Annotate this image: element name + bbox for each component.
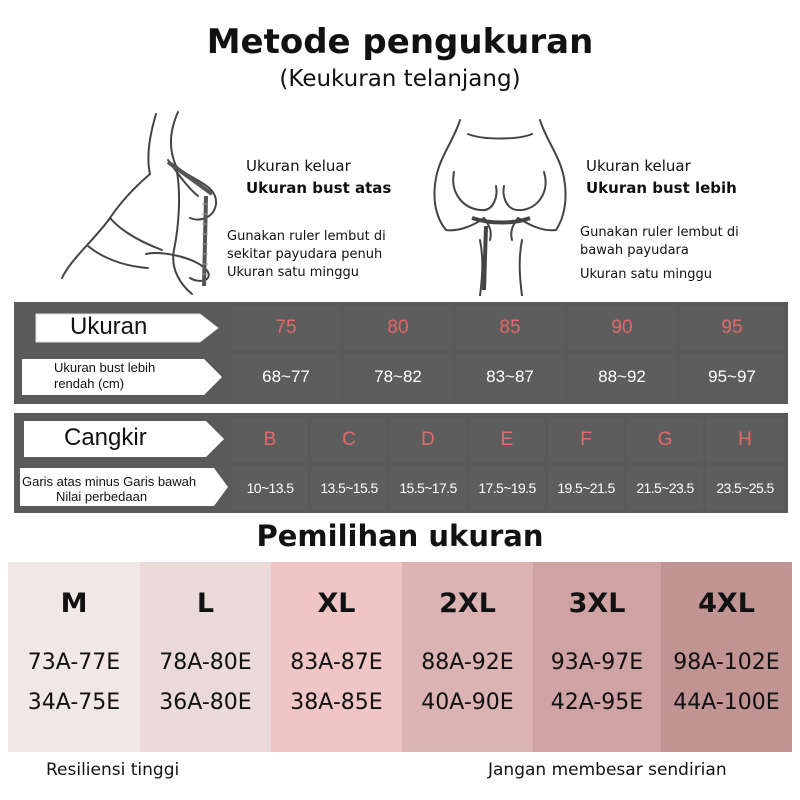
- underbust-range-cell: [568, 354, 676, 400]
- band-size-cell: [568, 306, 676, 350]
- size-name: 2XL: [439, 588, 496, 619]
- band-size-value: 75: [275, 317, 297, 338]
- size-column-4xl: [661, 562, 792, 752]
- underbust-range-value: 83~87: [486, 367, 534, 386]
- size-column-l: [140, 562, 271, 752]
- size-name: 3XL: [568, 588, 626, 619]
- cup-range-value: 10~13.5: [246, 480, 294, 496]
- cup-letter: E: [500, 429, 514, 450]
- cup-range-cell: [311, 466, 387, 510]
- band-size-cell: [680, 306, 784, 350]
- underbust-label-line2: rendah (cm): [54, 376, 125, 391]
- size-range-primary: 93A-97E: [550, 650, 644, 675]
- band-size-value: 85: [499, 317, 521, 338]
- cup-letter-cell: [627, 418, 703, 462]
- left-method-note2: sekitar payudara penuh: [227, 247, 383, 262]
- band-size-cell: [344, 306, 452, 350]
- right-method-line2: Ukuran bust lebih: [586, 179, 737, 197]
- size-column-3xl: [533, 562, 661, 752]
- right-method-note2: bawah payudara: [580, 243, 689, 258]
- band-size-value: 80: [387, 317, 409, 338]
- size-name: XL: [317, 588, 356, 619]
- size-range-primary: 78A-80E: [159, 650, 252, 675]
- band-row-label: Ukuran: [70, 313, 148, 340]
- cup-row-label: Cangkir: [64, 424, 147, 451]
- footer-left-note: Resiliensi tinggi: [46, 760, 180, 780]
- cup-letter: G: [657, 429, 673, 450]
- left-method-note3: Ukuran satu minggu: [227, 265, 360, 280]
- size-range-secondary: 40A-90E: [421, 690, 514, 715]
- cup-letter-cell: [311, 418, 387, 462]
- size-range-secondary: 34A-75E: [27, 690, 121, 715]
- underbust-range-value: 88~92: [598, 367, 646, 386]
- size-name: M: [60, 588, 88, 619]
- cup-letter: D: [421, 429, 435, 450]
- page-title: Metode pengukuran: [206, 22, 594, 62]
- cup-range-cell: [390, 466, 466, 510]
- difference-label-line1: Garis atas minus Garis bawah: [22, 474, 197, 489]
- cup-range-cell: [706, 466, 784, 510]
- size-range-secondary: 44A-100E: [673, 690, 780, 715]
- underbust-range-cell: [456, 354, 564, 400]
- cup-letter-cell: [548, 418, 624, 462]
- band-size-value: 95: [721, 317, 743, 338]
- size-column-2xl: [402, 562, 533, 752]
- size-range-secondary: 36A-80E: [159, 690, 252, 715]
- cup-range-cell: [548, 466, 624, 510]
- cup-range-value: 15.5~17.5: [399, 480, 457, 496]
- right-method-note1: Gunakan ruler lembut di: [580, 225, 739, 240]
- footer-right-note: Jangan membesar sendirian: [488, 760, 727, 780]
- cup-range-cell: [232, 466, 308, 510]
- size-range-primary: 88A-92E: [421, 650, 514, 675]
- underbust-range-cell: [680, 354, 784, 400]
- right-method-note3: Ukuran satu minggu: [580, 267, 713, 282]
- size-name: 4XL: [698, 588, 755, 619]
- cup-letter-cell: [232, 418, 308, 462]
- cup-range-value: 17.5~19.5: [478, 480, 536, 496]
- right-method-line1: Ukuran keluar: [586, 157, 691, 175]
- cup-letter: F: [580, 429, 592, 450]
- cup-range-cell: [627, 466, 703, 510]
- band-size-cell: [456, 306, 564, 350]
- size-column-xl: [271, 562, 402, 752]
- side-profile-bust-measure-illustration: [50, 100, 230, 296]
- cup-letter-cell: [469, 418, 545, 462]
- size-range-secondary: 42A-95E: [550, 690, 644, 715]
- underbust-range-value: 95~97: [708, 367, 756, 386]
- cup-letter: H: [738, 429, 752, 450]
- size-name: L: [196, 588, 215, 619]
- underbust-range-cell: [344, 354, 452, 400]
- cup-range-value: 19.5~21.5: [557, 480, 615, 496]
- cup-range-value: 23.5~25.5: [716, 480, 774, 496]
- page-subtitle: (Keukuran telanjang): [279, 66, 521, 92]
- size-range-primary: 98A-102E: [673, 650, 780, 675]
- left-method-line2: Ukuran bust atas: [246, 179, 392, 197]
- cup-letter-cell: [390, 418, 466, 462]
- left-method-line1: Ukuran keluar: [246, 157, 351, 175]
- size-range-primary: 73A-77E: [27, 650, 121, 675]
- band-size-cell: [232, 306, 340, 350]
- cup-letter: B: [263, 429, 277, 450]
- front-underbust-measure-illustration: [410, 100, 585, 296]
- difference-label-line2: Nilai perbedaan: [56, 489, 148, 504]
- underbust-range-value: 68~77: [262, 367, 310, 386]
- size-range-secondary: 38A-85E: [290, 690, 383, 715]
- cup-range-value: 21.5~23.5: [636, 480, 694, 496]
- size-range-primary: 83A-87E: [290, 650, 383, 675]
- band-size-value: 90: [611, 317, 633, 338]
- cup-letter: C: [342, 429, 356, 450]
- cup-letter-cell: [706, 418, 784, 462]
- underbust-range-cell: [232, 354, 340, 400]
- left-method-note1: Gunakan ruler lembut di: [227, 229, 386, 244]
- size-column-m: [8, 562, 140, 752]
- cup-range-value: 13.5~15.5: [320, 480, 378, 496]
- underbust-label-line1: Ukuran bust lebih: [54, 360, 156, 375]
- cup-range-cell: [469, 466, 545, 510]
- size-selection-title: Pemilihan ukuran: [256, 519, 544, 553]
- underbust-range-value: 78~82: [374, 367, 422, 386]
